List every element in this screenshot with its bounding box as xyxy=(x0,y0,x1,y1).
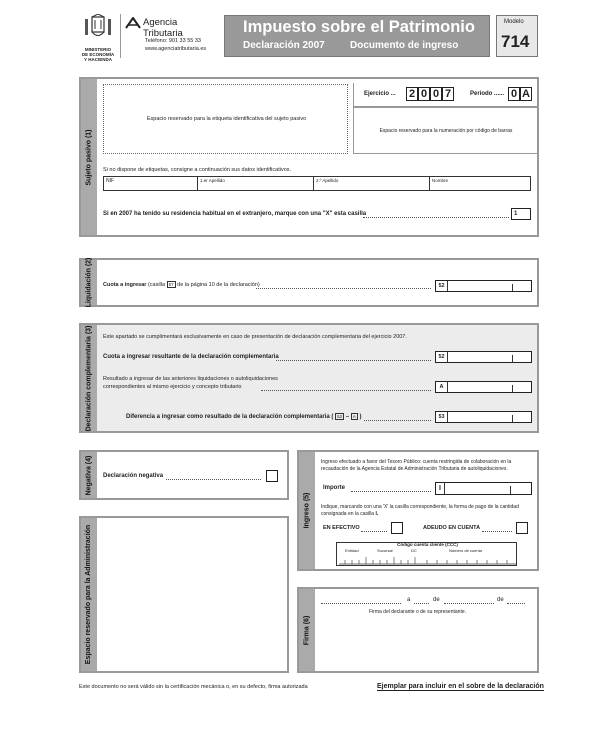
ccc-box[interactable] xyxy=(336,542,517,566)
cuota-ingresar-row xyxy=(103,282,260,288)
importe-label: Importe xyxy=(323,485,346,491)
tab-ingreso: Ingreso (5) xyxy=(299,452,315,569)
ejercicio-row xyxy=(353,83,537,107)
firma-month-line[interactable] xyxy=(444,603,494,604)
section-administracion xyxy=(79,516,289,673)
extranjero-dots xyxy=(363,217,509,218)
section-ingreso xyxy=(297,450,539,571)
tab-negativa: Negativa (4) xyxy=(81,452,97,498)
tab-firma: Firma (6) xyxy=(299,589,315,671)
cuota-ingresar-ref-text: (casilla xyxy=(147,282,166,288)
ministry-name-3: Y HACIENDA xyxy=(84,57,112,62)
agency-name: Agencia Tributaria xyxy=(143,17,183,39)
box-53[interactable] xyxy=(435,411,532,423)
cuota-ingresar-label: Cuota a ingresar xyxy=(103,282,147,288)
extranjero-text: Si en 2007 ha tenido su residencia habitual en el extranjero, marque con una "X" esta casilla xyxy=(103,211,367,217)
footer-copy-note: Ejemplar para incluir en el sobre de la declaración xyxy=(377,683,544,690)
cuota-ingresar-ref-text-2: de la página 10 de la declaración) xyxy=(177,282,260,288)
importe-box-letter: I xyxy=(436,483,445,494)
coat-of-arms-icon xyxy=(78,14,118,42)
ejercicio-digit-2[interactable]: 0 xyxy=(418,87,430,101)
adeudo-dots xyxy=(482,531,512,532)
firma-caption: Firma del declarante o de su representante. xyxy=(369,609,466,615)
box-1[interactable] xyxy=(511,208,531,220)
ccc-digit-ticks xyxy=(337,556,518,565)
negativa-checkbox[interactable] xyxy=(266,470,278,482)
periodo-char-2[interactable]: A xyxy=(520,87,532,101)
firma-year-line[interactable] xyxy=(507,603,525,604)
indique-line-1: Indique, marcando con una 'X' la casilla correspondiente, la forma de pago de la cantidad xyxy=(321,504,519,510)
title-box xyxy=(224,15,490,57)
ccc-title: Código cuenta cliente (CCC) xyxy=(397,542,458,547)
nombre-label: Nombre xyxy=(432,178,449,183)
id-fields xyxy=(103,176,531,191)
firma-place-line[interactable] xyxy=(321,603,401,604)
complementaria-intro: Este apartado se cumplimentará exclusivamente en caso de presentación de declaración complementaria del ejercicio 2007. xyxy=(103,334,407,340)
apellido2-field[interactable] xyxy=(314,177,430,190)
cuota-complementaria-dots xyxy=(276,360,431,361)
box-52-complementaria-number: 52 xyxy=(436,352,448,362)
box-A-separator xyxy=(512,385,513,392)
adeudo-checkbox[interactable] xyxy=(516,522,528,534)
model-label: Modelo xyxy=(504,19,524,25)
box-52-liquidacion-separator xyxy=(512,284,513,291)
apellido1-label: 1.er Apellido xyxy=(200,178,225,183)
ministry-logo xyxy=(78,14,118,60)
negativa-label: Declaración negativa xyxy=(103,473,164,479)
section-sujeto-pasivo xyxy=(79,77,539,237)
efectivo-dots xyxy=(361,531,387,532)
section-liquidacion xyxy=(79,258,539,307)
nif-field[interactable] xyxy=(104,177,198,190)
firma-a: a xyxy=(407,597,411,603)
indique-line-2 xyxy=(321,511,378,517)
model-number: 714 xyxy=(501,32,530,51)
ejercicio-digit-4[interactable]: 7 xyxy=(442,87,454,101)
importe-box-separator xyxy=(510,486,511,494)
no-labels-note: Si no dispone de etiquetas, consigne a continuación sus datos identificativos. xyxy=(103,167,292,173)
ministry-name-1: MINISTERIO xyxy=(84,47,112,52)
box-53-number: 53 xyxy=(436,412,448,422)
indique-line-2-box: I. xyxy=(375,511,379,517)
barcode-area xyxy=(353,107,537,154)
cuota-complementaria-label: Cuota a ingresar resultante de la declaración complementaria xyxy=(103,354,279,360)
form-subtitle-left: Declaración 2007 xyxy=(243,40,325,51)
nif-label: NIF xyxy=(106,178,115,184)
cuota-ingresar-ref-box: 57 xyxy=(168,282,174,287)
diferencia-row xyxy=(126,414,361,420)
periodo-char-1[interactable]: 0 xyxy=(508,87,520,101)
box-52-liquidacion[interactable] xyxy=(435,280,532,292)
ingreso-text-2: recaudación de la Agencia Estatal de Administración Tributaria de autoliquidaciones. xyxy=(321,466,508,472)
diferencia-dots xyxy=(364,420,431,421)
form-title: Impuesto sobre el Patrimonio xyxy=(243,18,475,36)
ejercicio-digit-1[interactable]: 2 xyxy=(406,87,418,101)
ccc-dc: DC xyxy=(411,548,417,553)
resultado-dots xyxy=(261,390,431,391)
firma-day-line[interactable] xyxy=(414,603,429,604)
section-firma xyxy=(297,587,539,673)
resultado-line-2: correspondientes al mismo ejercicio y concepto tributario xyxy=(103,384,242,390)
ccc-entidad: Entidad xyxy=(345,548,359,553)
agency-block xyxy=(120,14,216,58)
diferencia-minus: – xyxy=(345,414,350,420)
diferencia-label: Diferencia a ingresar como resultado de la declaración complementaria ( xyxy=(126,414,334,420)
section-complementaria xyxy=(79,323,539,433)
apellido2-label: 2.º Apellido xyxy=(316,178,339,183)
negativa-dots xyxy=(166,479,261,480)
tab-sujeto-pasivo: Sujeto pasivo (1) xyxy=(81,79,97,235)
importe-box[interactable] xyxy=(435,482,532,495)
agency-web: www.agenciatributaria.es xyxy=(145,46,207,52)
model-box xyxy=(496,15,538,57)
section-negativa xyxy=(79,450,289,500)
ingreso-text-1: Ingreso efectuado a favor del Tesoro Público: cuenta restringida de colaboración en la xyxy=(321,459,512,465)
resultado-line-1: Resultado a ingresar de las anteriores liquidaciones o autoliquidaciones xyxy=(103,376,278,382)
indique-line-2-text: consignada en la casilla xyxy=(321,511,375,517)
agency-logo-icon xyxy=(125,17,141,29)
box-1-number: 1 xyxy=(514,211,518,217)
box-52-complementaria[interactable] xyxy=(435,351,532,363)
diferencia-ref-A: A xyxy=(352,414,356,419)
tab-administracion: Espacio reservado para la Administración xyxy=(81,518,97,671)
diferencia-ref-52: 52 xyxy=(337,414,343,419)
cuota-ingresar-dots xyxy=(256,288,431,289)
label-area xyxy=(103,84,348,154)
footer-validity-note: Este documento no será válido sin la certificación mecánica o, en su defecto, firma autorizada xyxy=(79,684,308,690)
box-52-complementaria-separator xyxy=(512,355,513,362)
box-A-letter: A xyxy=(436,382,448,392)
barcode-area-text: Espacio reservado para la numeración por código de barras xyxy=(379,128,513,134)
ejercicio-digit-3[interactable]: 0 xyxy=(430,87,442,101)
firma-de-2: de xyxy=(497,597,504,603)
nombre-field[interactable] xyxy=(430,177,530,190)
apellido1-field[interactable] xyxy=(198,177,314,190)
box-A[interactable] xyxy=(435,381,532,393)
form-subtitle-right: Documento de ingreso xyxy=(350,40,459,51)
ministry-name-2: DE ECONOMÍA xyxy=(81,52,115,57)
periodo-label: Periodo ...... xyxy=(470,91,505,97)
ejercicio-label: Ejercicio ... xyxy=(364,91,396,97)
tab-complementaria: Declaración complementaria (3) xyxy=(81,325,97,431)
diferencia-close: ) xyxy=(359,414,362,420)
firma-de-1: de xyxy=(433,597,440,603)
ccc-sucursal: Sucursal xyxy=(377,548,393,553)
adeudo-label: ADEUDO EN CUENTA xyxy=(423,525,481,531)
efectivo-label: EN EFECTIVO xyxy=(323,525,360,531)
ccc-numero: Número de cuenta xyxy=(449,548,482,553)
box-53-separator xyxy=(512,415,513,422)
efectivo-checkbox[interactable] xyxy=(391,522,403,534)
agency-phone: Teléfono: 901 33 55 33 xyxy=(145,38,201,44)
box-52-liquidacion-number: 52 xyxy=(436,281,448,291)
importe-dots xyxy=(351,491,431,492)
label-area-text: Espacio reservado para la etiqueta identificativa del sujeto pasivo xyxy=(146,116,307,122)
tab-liquidacion: Liquidación (2) xyxy=(81,260,97,305)
